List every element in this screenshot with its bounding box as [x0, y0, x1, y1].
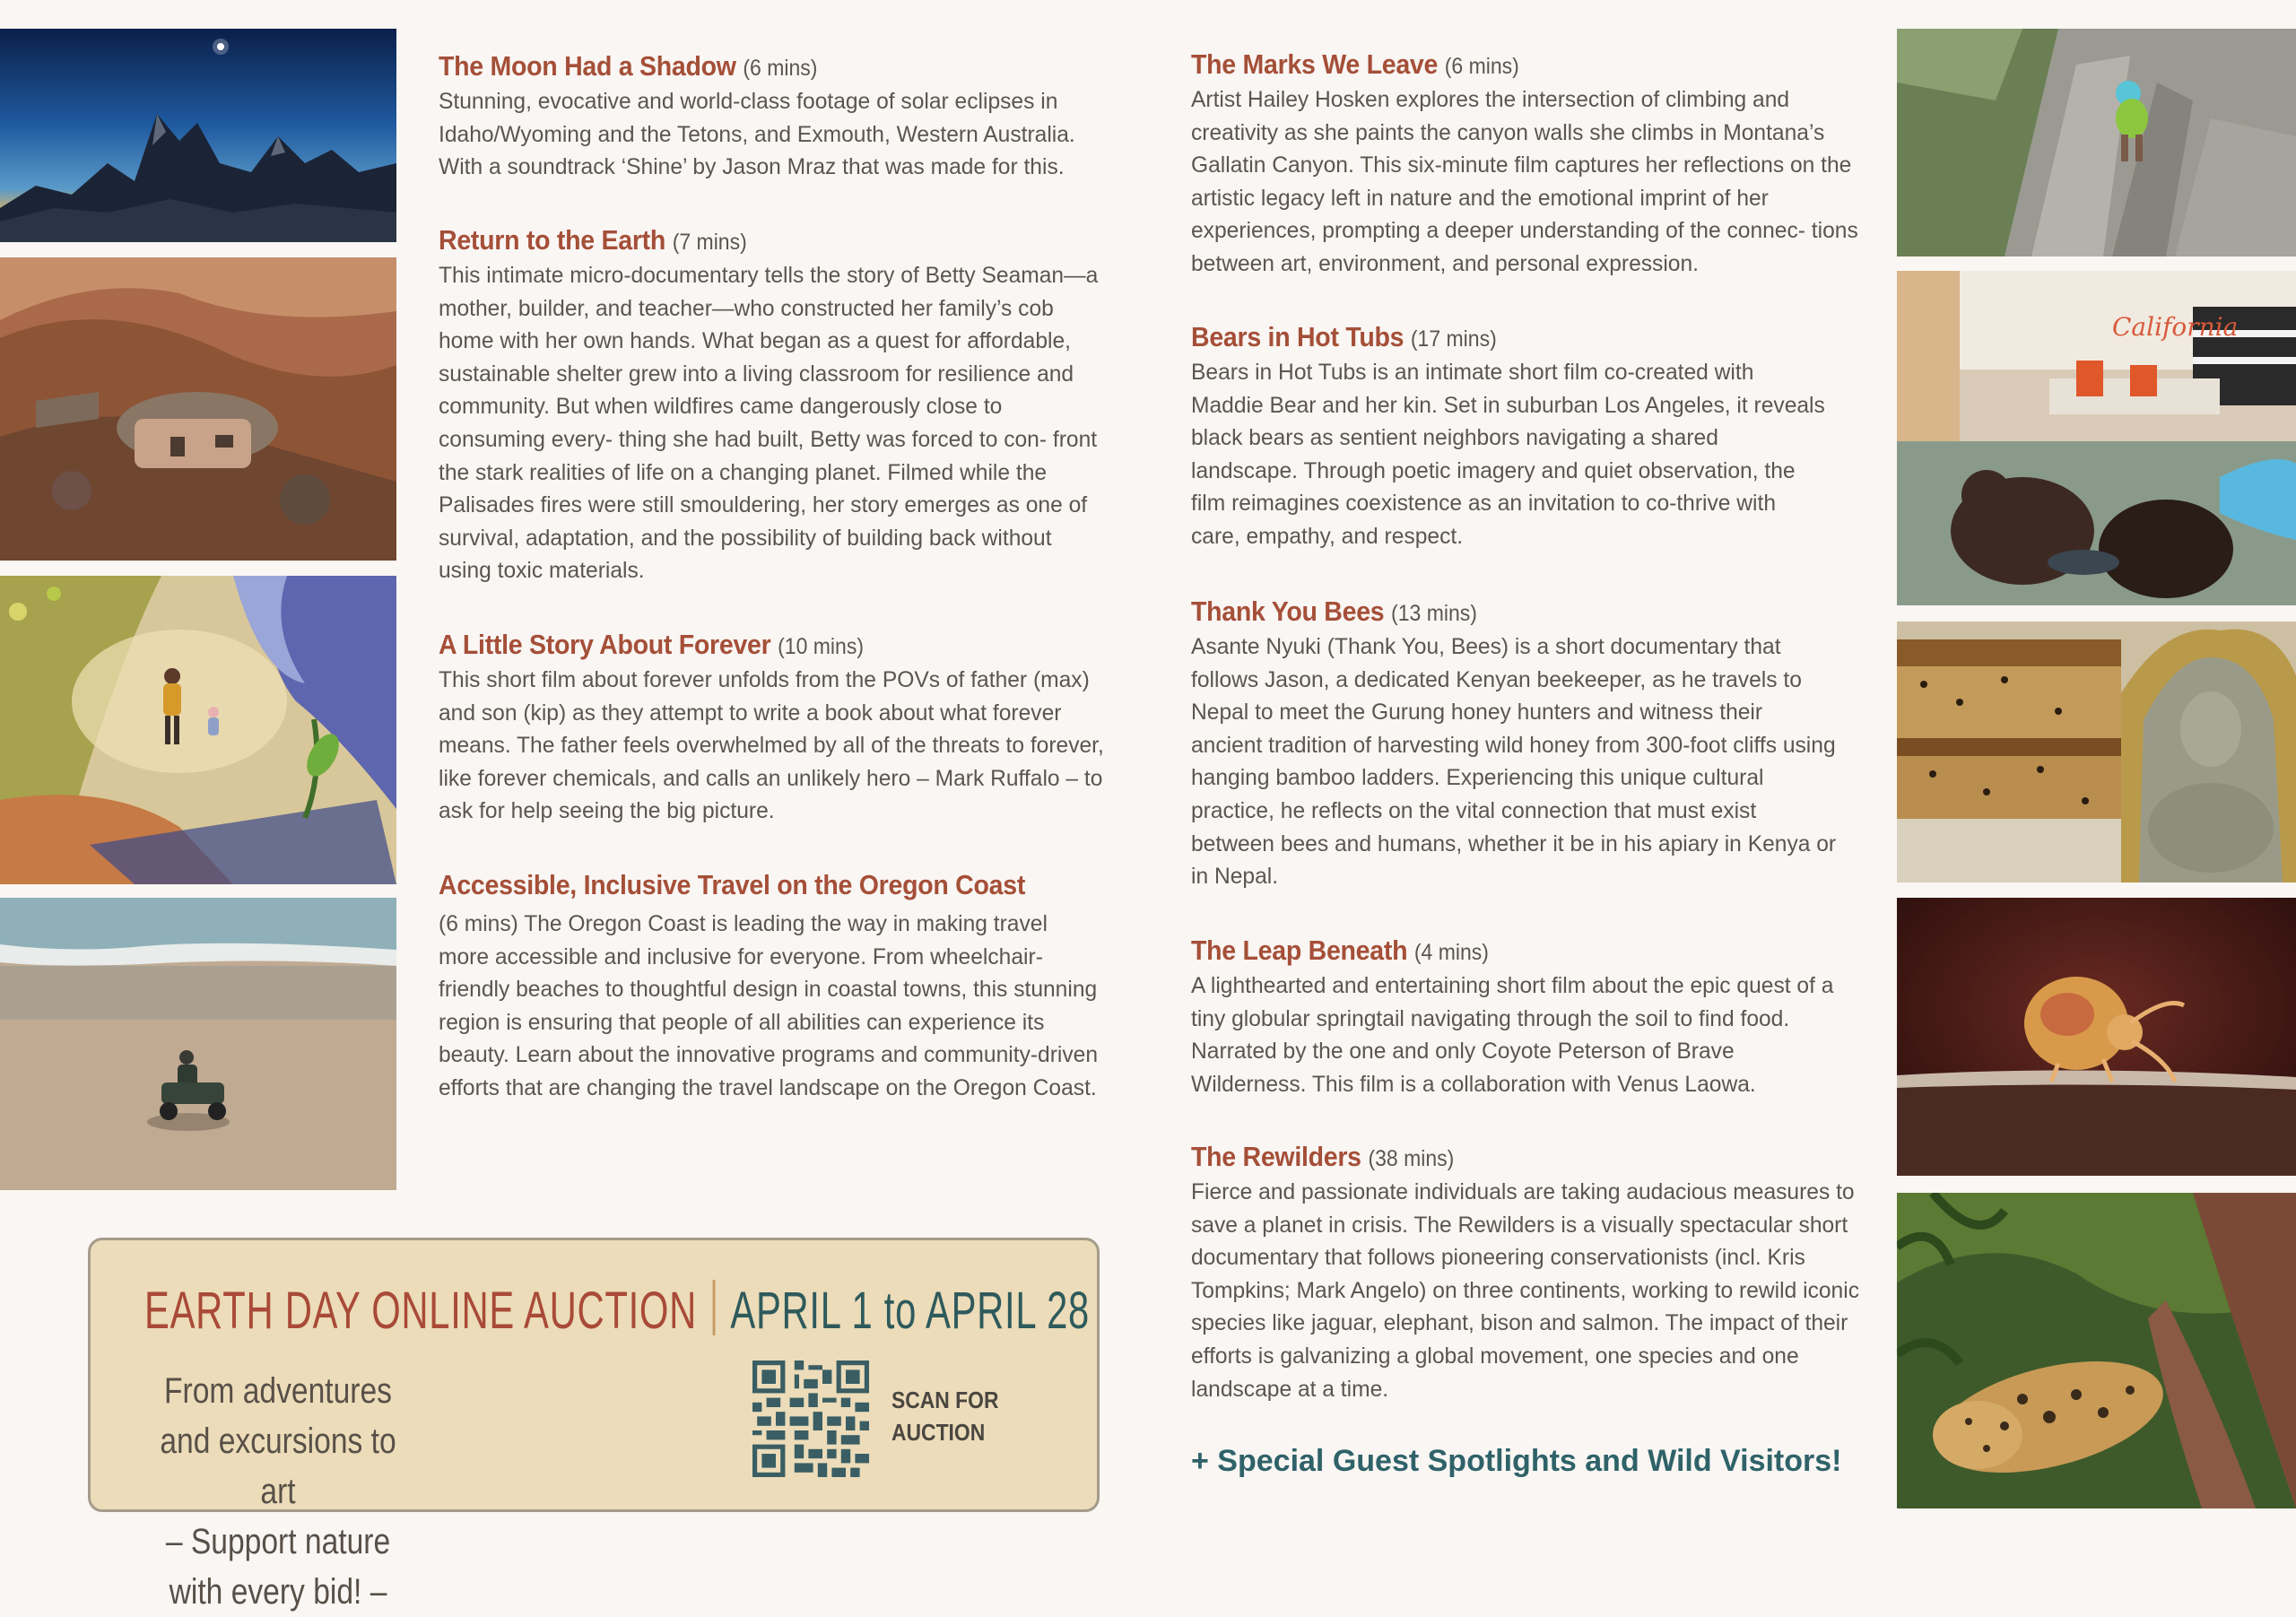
photo-forever-illustration [0, 576, 396, 884]
photo-cob-house [0, 257, 396, 561]
film-title-line [439, 869, 1049, 901]
film-title: The Rewilders [1191, 1141, 1361, 1172]
auction-divider [712, 1280, 715, 1335]
auction-dates: APRIL 1 to APRIL 28 [730, 1282, 1090, 1340]
film-title: Accessible, Inclusive Travel on the Oregon Coast [439, 869, 1026, 900]
film-title: The Moon Had a Shadow [439, 50, 736, 82]
film-title-line [1191, 935, 1785, 967]
film-description: Stunning, evocative and world-class footage of solar eclipses in Idaho/Wyoming and the Tetons, and Exmouth, Western Australia. With a soundtrack ‘Shine’ by Jason Mraz that was made for this. [439, 90, 1075, 180]
film-duration: (17 mins) [1410, 326, 1497, 352]
auction-tagline [140, 1366, 415, 1617]
auction-tagline-2: – Support nature with every bid! – [165, 1522, 391, 1612]
photo-climber [1897, 29, 2296, 256]
film-item [439, 629, 1116, 829]
auction-title [144, 1280, 1090, 1341]
film-item [439, 50, 1120, 185]
film-item [439, 869, 1102, 1106]
film-duration: (6 mins) [743, 56, 818, 81]
photo-bees-buddha [1897, 622, 2296, 882]
auction-title-left: EARTH DAY ONLINE AUCTION [144, 1282, 697, 1340]
film-description: Artist Hailey Hosken explores the intersection of climbing and creativity as she paints the canyon walls she climbs in Montana’s Gallatin Canyon. This six-minute film captures her reflections on the artistic legacy left in nature and the emotional imprint of her experiences, prompting a deeper understanding of the connec- tions between art, environment, and personal expression. [1191, 88, 1858, 276]
film-title-line [1191, 596, 1785, 628]
film-description: Fierce and passionate individuals are taking audacious measures to save a planet in crisis. The Rewilders is a visually spectacular short documentary that follows pioneering conservationists (incl. Kris Tompkins; Mark Angelo) on three continents, working to rewild iconic species like jaguar, elephant, bison and salmon. The impact of their efforts is galvanizing a global movement, one species and one landscape at a time. [1191, 1180, 1859, 1402]
film-duration: (13 mins) [1391, 601, 1477, 626]
film-description: Bears in Hot Tubs is an intimate short film co-created with Maddie Bear and her kin. Set in suburban Los Angeles, it reveals black bears as sentient neighbors navigating a shared landscape. Through poetic imagery and quiet observation, the film reimagines coexistence as an invitation to co-thrive with care, empathy, and respect. [1191, 361, 1825, 549]
scan-label-2: AUCTION [891, 1419, 986, 1446]
film-description: A lighthearted and entertaining short film about the epic quest of a tiny globular springtail navigating through the soil to find food. Narrated by the one and only Coyote Peterson of Brave Wilderness. This film is a collaboration with Venus Laowa. [1191, 974, 1834, 1097]
film-title-line [439, 224, 1049, 256]
film-description: (6 mins) The Oregon Coast is leading the way in making travel more accessible and inclusive for everyone. From wheelchair-friendly beaches to thoughtful design in coastal towns, this stunning region is ensuring that people of all abilities can experience its beauty. Learn about the innovative programs and community-driven efforts that are changing the travel landscape on the Oregon Coast. [439, 912, 1099, 1100]
film-title-line [1191, 1141, 1818, 1173]
special-guest-text: + Special Guest Spotlights and Wild Visitors! [1191, 1444, 1842, 1478]
film-title: The Leap Beneath [1191, 935, 1408, 966]
auction-tagline-1: From adventures and excursions to art [160, 1371, 396, 1511]
film-item [1191, 1141, 1873, 1406]
photo-springtail [1897, 898, 2296, 1176]
film-duration: (10 mins) [778, 634, 864, 659]
film-duration: (38 mins) [1368, 1146, 1455, 1171]
film-description: Asante Nyuki (Thank You, Bees) is a short documentary that follows Jason, a dedicated Kenyan beekeeper, as he travels to Nepal to meet the Gurung honey hunters and witness their ancient tradition of harvesting wild honey from 300-foot cliffs using hanging bamboo ladders. Experiencing this unique cultural practice, he reflects on the vital connection that must exist between bees and humans, whether it be in his apiary in Kenya or in Nepal. [1191, 635, 1837, 890]
photo-jaguar [1897, 1193, 2296, 1508]
film-title-line [1191, 321, 1777, 353]
photo-sign-text: California [2112, 312, 2239, 342]
auction-banner [88, 1238, 1100, 1612]
film-duration: (7 mins) [672, 230, 747, 255]
film-title-line [439, 629, 1062, 661]
film-duration: (6 mins) [1444, 54, 1519, 79]
scan-label [891, 1384, 998, 1448]
film-description: This intimate micro-documentary tells the story of Betty Seaman—a mother, builder, and teacher—who constructed her family’s cob home with her own hands. What began as a quest for affordable, sustainable shelter grew into a living classroom for resilience and community. But when wildfires came dangerously close to consuming every- thing she had built, Betty was forced to con- front the stark realities of life on a changing planet. Filmed while the Palisades fires were still smouldering, her story emerges as one of survival, adaptation, and the possibility of building back without using toxic materials. [439, 264, 1099, 584]
film-title: Thank You Bees [1191, 596, 1385, 627]
scan-label-1: SCAN FOR [891, 1387, 999, 1413]
film-description: This short film about forever unfolds from the POVs of father (max) and son (kip) as they attempt to write a book about what forever means. The father feels overwhelmed by all of the threats to forever, like forever chemicals, and calls an unlikely hero – Mark Ruffalo – to ask for help seeing the big picture. [439, 668, 1104, 824]
film-item [1191, 321, 1828, 554]
film-item [1191, 935, 1837, 1101]
film-title: Return to the Earth [439, 224, 666, 256]
film-item [439, 224, 1102, 588]
film-item [1191, 596, 1837, 894]
qr-code-icon[interactable] [752, 1361, 869, 1477]
film-duration: (4 mins) [1413, 940, 1489, 965]
photo-bears-hot-tub [1897, 271, 2296, 605]
film-title-line [1191, 48, 1810, 81]
film-title: Bears in Hot Tubs [1191, 321, 1405, 352]
photo-oregon-beach [0, 898, 396, 1190]
film-item [1191, 48, 1864, 282]
film-title-line [439, 50, 1065, 83]
photo-moon-mountains [0, 29, 396, 242]
film-title: The Marks We Leave [1191, 48, 1439, 80]
film-title: A Little Story About Forever [439, 629, 771, 660]
